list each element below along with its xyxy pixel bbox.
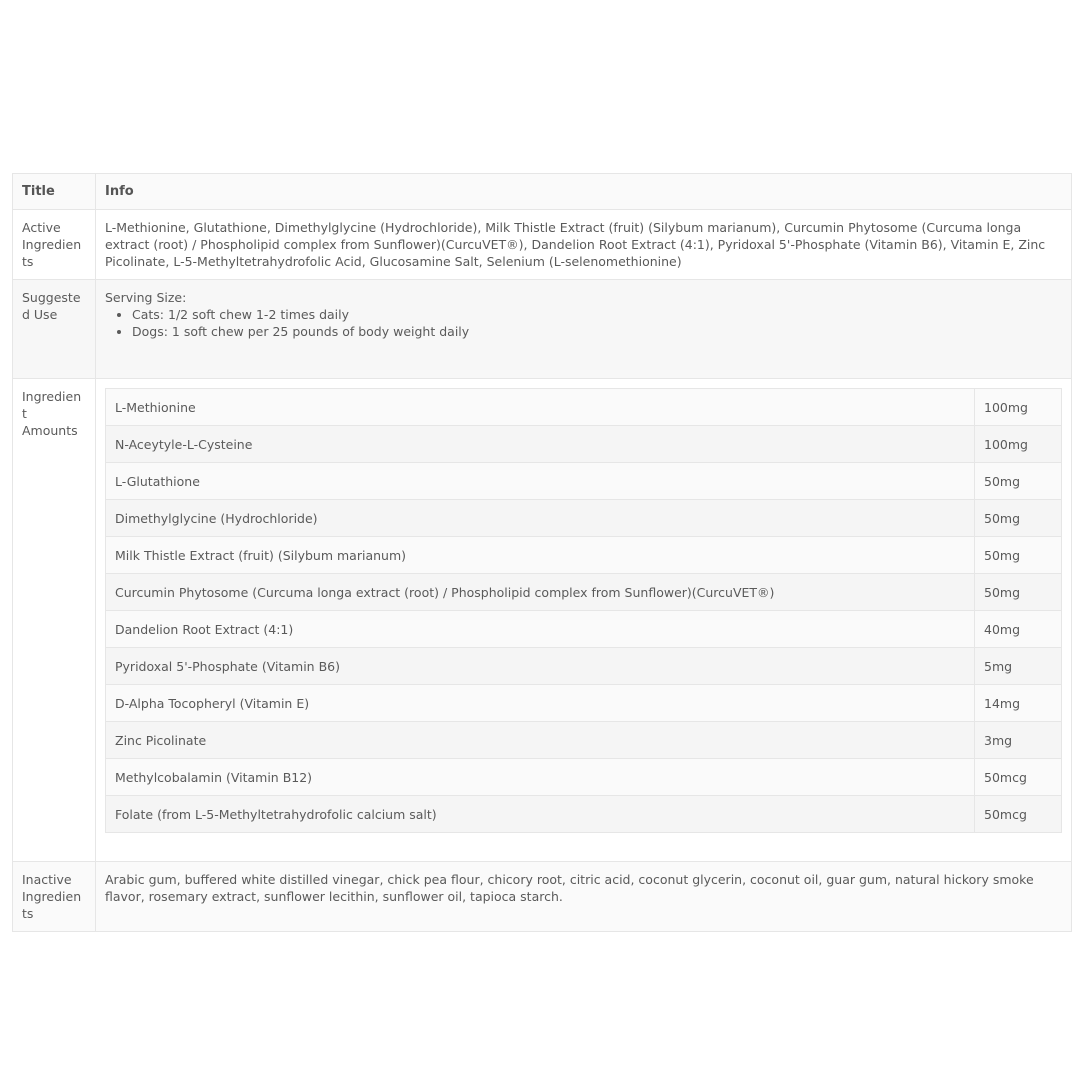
ingredient-amount: 50mcg xyxy=(975,759,1062,796)
active-ingredients-row xyxy=(13,210,1072,280)
ingredient-name: Dimethylglycine (Hydrochloride) xyxy=(106,500,975,537)
table-row xyxy=(106,463,1062,500)
inactive-ingredients-title: Inactive Ingredients xyxy=(13,862,96,932)
inactive-ingredients-row xyxy=(13,862,1072,932)
ingredient-amounts-row xyxy=(13,379,1072,862)
table-row xyxy=(106,685,1062,722)
table-row xyxy=(106,759,1062,796)
ingredient-amount: 50mcg xyxy=(975,796,1062,833)
ingredient-name: Pyridoxal 5'-Phosphate (Vitamin B6) xyxy=(106,648,975,685)
ingredient-name: Folate (from L-5-Methyltetrahydrofolic calcium salt) xyxy=(106,796,975,833)
ingredient-amount: 50mg xyxy=(975,574,1062,611)
ingredient-amount: 40mg xyxy=(975,611,1062,648)
ingredient-name: Dandelion Root Extract (4:1) xyxy=(106,611,975,648)
serving-list xyxy=(105,306,1062,340)
ingredient-amount: 50mg xyxy=(975,537,1062,574)
table-row xyxy=(106,574,1062,611)
active-ingredients-info: L-Methionine, Glutathione, Dimethylglycine (Hydrochloride), Milk Thistle Extract (fruit) (Silybum marianum), Curcumin Phytosome (Curcuma longa extract (root) / Phospholipid complex from Sunflower)(CurcuVET®), Dandelion Root Extract (4:1), Pyridoxal 5'-Phosphate (Vitamin B6), Vitamin E, Zinc Picolinate, L-5-Methyltetrahydrofolic Acid, Glucosamine Salt, Selenium (L-selenomethionine) xyxy=(96,210,1072,280)
ingredient-amounts-cell xyxy=(96,379,1072,862)
ingredient-amount: 50mg xyxy=(975,500,1062,537)
suggested-use-info xyxy=(96,280,1072,379)
table-row xyxy=(106,722,1062,759)
ingredient-name: D-Alpha Tocopheryl (Vitamin E) xyxy=(106,685,975,722)
ingredient-amount: 5mg xyxy=(975,648,1062,685)
ingredient-amount: 50mg xyxy=(975,463,1062,500)
table-row xyxy=(106,426,1062,463)
header-title-cell: Title xyxy=(13,174,96,210)
ingredient-name: Methylcobalamin (Vitamin B12) xyxy=(106,759,975,796)
ingredient-amount: 3mg xyxy=(975,722,1062,759)
serving-item-cats: • Cats: 1/2 soft chew 1-2 times daily xyxy=(132,306,1062,323)
table-row xyxy=(106,648,1062,685)
ingredient-name: L-Glutathione xyxy=(106,463,975,500)
active-ingredients-title: Active Ingredients xyxy=(13,210,96,280)
suggested-use-title: Suggested Use xyxy=(13,280,96,379)
table-header-row xyxy=(13,174,1072,210)
product-spec-table xyxy=(12,173,1072,932)
table-row xyxy=(106,796,1062,833)
ingredient-name: Zinc Picolinate xyxy=(106,722,975,759)
table-row xyxy=(106,389,1062,426)
table-row xyxy=(106,537,1062,574)
ingredient-name: L-Methionine xyxy=(106,389,975,426)
table-row xyxy=(106,611,1062,648)
ingredient-amounts-table xyxy=(105,388,1062,833)
table-row xyxy=(106,500,1062,537)
serving-item-dogs: • Dogs: 1 soft chew per 25 pounds of body weight daily xyxy=(132,323,1062,340)
ingredient-amount: 14mg xyxy=(975,685,1062,722)
suggested-use-row xyxy=(13,280,1072,379)
ingredient-name: N-Aceytyle-L-Cysteine xyxy=(106,426,975,463)
header-info-cell: Info xyxy=(96,174,1072,210)
ingredient-name: Milk Thistle Extract (fruit) (Silybum marianum) xyxy=(106,537,975,574)
ingredient-name: Curcumin Phytosome (Curcuma longa extract (root) / Phospholipid complex from Sunflower)(CurcuVET®) xyxy=(106,574,975,611)
serving-size-label: Serving Size: xyxy=(105,290,187,305)
ingredient-amount: 100mg xyxy=(975,426,1062,463)
ingredient-amount: 100mg xyxy=(975,389,1062,426)
ingredient-amounts-title: Ingredient Amounts xyxy=(13,379,96,862)
inactive-ingredients-info: Arabic gum, buffered white distilled vinegar, chick pea flour, chicory root, citric acid, coconut glycerin, coconut oil, guar gum, natural hickory smoke flavor, rosemary extract, sunflower lecithin, sunflower oil, tapioca starch. xyxy=(96,862,1072,932)
